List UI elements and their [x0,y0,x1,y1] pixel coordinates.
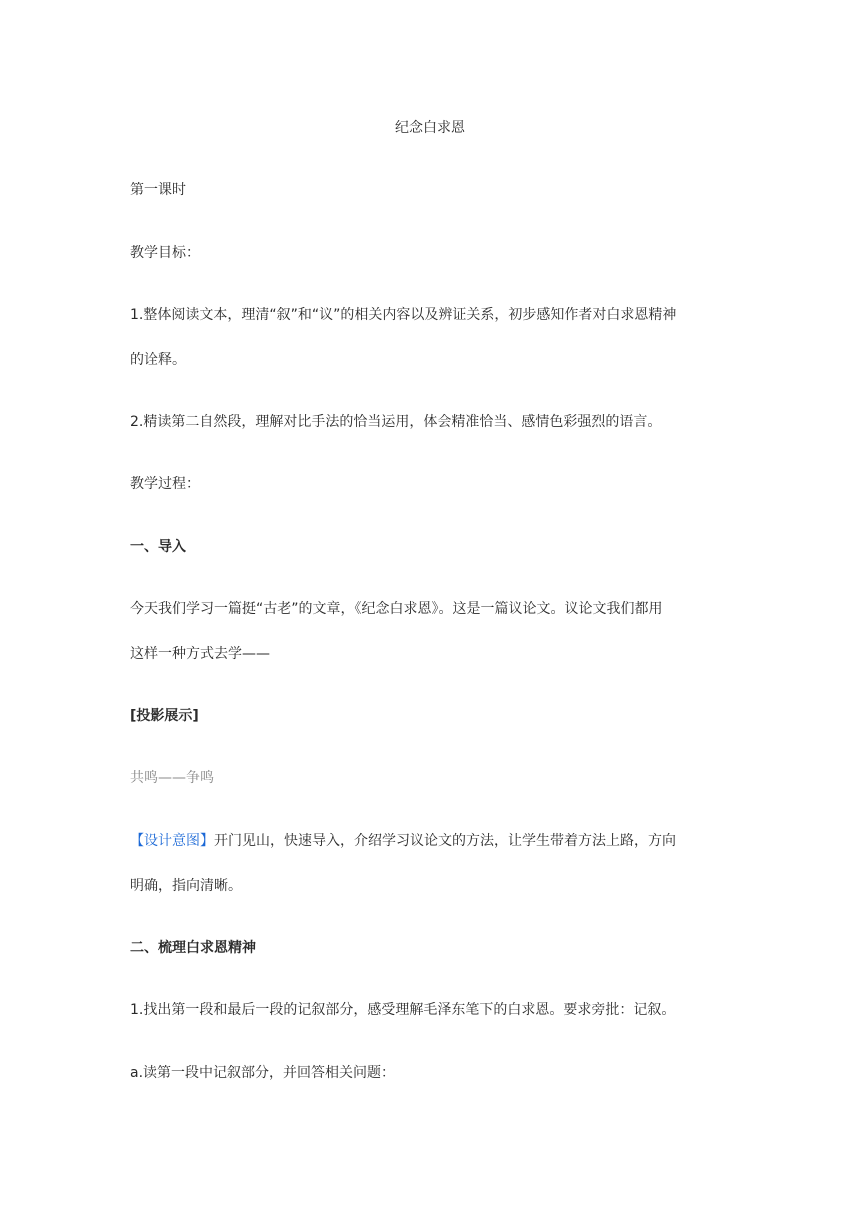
projection-label: [投影展示] [130,708,199,724]
goal-2: 2.精读第二自然段，理解对比手法的恰当运用，体会精准恰当、感情色彩强烈的语言。 [130,414,662,430]
intro-line-1: 今天我们学习一篇挺“古老”的文章，《纪念白求恩》。这是一篇议论文。议论文我们都用 [130,601,663,617]
design-intent-label: 【设计意图】 [130,833,214,849]
design-intent-line-1 [130,831,730,851]
projection-content: 共鸣——争鸣 [130,770,214,786]
design-intent-text: 开门见山，快速导入，介绍学习议论文的方法，让学生带着方法上路，方向 [214,833,676,849]
section-2-heading: 二、梳理白求恩精神 [130,940,256,956]
goals-heading: 教学目标： [130,245,200,261]
goal-1-line-1: 1.整体阅读文本，理清“叙”和“议”的相关内容以及辨证关系，初步感知作者对白求恩精神 [130,307,677,323]
lesson-label: 第一课时 [130,182,186,198]
goal-1-line-2: 的诠释。 [130,352,186,368]
section-1-heading: 一、导入 [130,539,186,555]
document-title: 纪念白求恩 [395,120,465,136]
design-intent-line-2: 明确，指向清晰。 [130,878,242,894]
task-1: 1.找出第一段和最后一段的记叙部分，感受理解毛泽东笔下的白求恩。要求旁批：记叙。 [130,1002,676,1018]
process-heading: 教学过程： [130,476,200,492]
task-1a: a.读第一段中记叙部分，并回答相关问题： [130,1065,396,1081]
intro-line-2: 这样一种方式去学—— [130,646,270,662]
